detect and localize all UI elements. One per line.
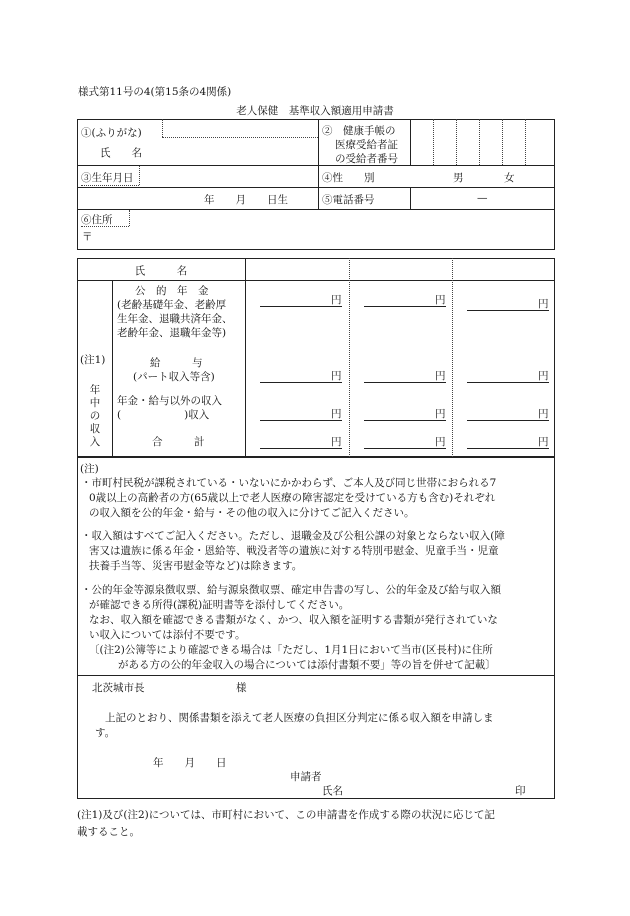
addressee-honorific: 様 [236,682,247,694]
postal-mark: 〒 [82,231,93,243]
note-3-line-1: ・公的年金等源泉徴収票、給与源泉徴収票、確定申告書の写し、公的年金及び給与収入額 [81,584,501,596]
yen-unit: 円 [538,298,549,310]
seal-mark: 印 [515,785,526,797]
yen-unit: 円 [331,294,342,306]
income-name-header: 氏 名 [134,265,188,277]
sex-female: 女 [504,172,515,184]
salary-row-line1: 給 与 [150,357,203,369]
name-label: 氏 名 [100,147,142,159]
yen-unit: 円 [435,436,446,448]
applicant-name-label: 氏名 [322,785,343,797]
yen-unit: 円 [331,436,342,448]
total-row-label: 合 計 [152,436,205,448]
notes-heading: (注) [80,463,99,475]
birth-label: ③生年月日 [81,172,134,184]
yen-unit: 円 [331,408,342,420]
sex-label: ④性 別 [322,172,375,184]
application-body-line-2: す。 [95,727,116,739]
sex-male: 男 [453,172,464,184]
note-3-line-3: なお、収入額を確認できる書類がなく、かつ、収入額を証明する書類が発行されていな [89,614,498,626]
form-number: 様式第11号の4(第15条の4関係) [78,86,232,98]
yen-unit: 円 [538,408,549,420]
addressee: 北茨城市長 [92,682,145,694]
note-1-line-1: ・市町村民税が課税されている・いないにかかわらず、ご本人及び同じ世帯におられる7 [81,477,497,489]
birth-date-template: 年 月 日生 [204,194,288,206]
other-income-row-line2: ( )収入 [117,409,210,421]
furigana-label: ①(ふりがな) [81,127,142,139]
note-3-line-4: い収入については添付不要です。 [89,629,246,641]
pension-row-line3: 生年金、退職共済年金、 [117,313,233,325]
cert-label-1: ② 健康手帳の [322,125,396,137]
applicant-label: 申請者 [290,771,322,783]
note-4-line-1: 〔(注2)公簿等により確認できる場合は「ただし、1月1日において当市(区長村)に住所 [89,644,493,656]
address-label: ⑥住所 [81,214,113,226]
pension-row-line4: 老齢年金、退職年金等) [117,327,227,339]
note-3-line-2: が確認できる所得(課税)証明書等を添付してください。 [89,599,350,611]
cert-label-3: の受給者番号 [335,153,398,165]
application-date: 年 月 日 [153,757,227,769]
other-income-row-line1: 年金・給与以外の収入 [117,395,222,407]
yen-unit: 円 [538,370,549,382]
personal-info-section [77,119,555,250]
yen-unit: 円 [435,294,446,306]
application-body-line-1: 上記のとおり、関係書類を添えて老人医療の負担区分判定に係る収入額を申請しま [105,712,494,724]
note-2-line-3: 扶養手当等、災害弔慰金等など)は除きます。 [89,560,303,572]
note-4-line-2: がある方の公的年金収入の場合については添付書類不要」等の旨を併せて記載〕 [118,659,496,671]
cert-number-divider [410,119,411,165]
phone-dash: — [477,192,488,204]
phone-label: ⑤電話番号 [322,194,375,206]
form-title: 老人保健 基準収入額適用申請書 [236,105,394,117]
yen-unit: 円 [435,370,446,382]
footer-line-1: (注1)及び(注2)については、市町村において、この申請書を作成する際の状況に応じて記 [77,809,495,821]
footer-line-2: 載すること。 [77,826,140,838]
note-2-line-2: 害又は遺族に係る年金・恩給等、戦没者等の遺族に対する特別弔慰金、児童手当・児童 [89,545,499,557]
note-2-line-1: ・収入額はすべてご記入ください。ただし、退職金及び公租公課の対象とならない収入(障 [81,530,505,542]
salary-row-line2: (パート収入等含) [133,371,215,383]
note-1-line-3: の収入額を公的年金・給与・その他の収入に分けてご記入ください。 [89,507,415,519]
yen-unit: 円 [538,436,549,448]
yen-unit: 円 [331,370,342,382]
pension-row-line1: 公 的 年 金 [135,285,209,297]
pension-row-line2: (老齢基礎年金、老齢厚 [117,299,227,311]
annual-income-vertical-label: 年 中 の 収 入 [89,384,101,448]
cert-label-2: 医療受給者証 [335,139,398,151]
yen-unit: 円 [435,408,446,420]
note-1-line-2: 0歳以上の高齢者の方(65歳以上で老人医療の障害認定を受けている方も含む)それぞれ [89,492,496,504]
note-1-marker: (注1) [80,354,106,366]
